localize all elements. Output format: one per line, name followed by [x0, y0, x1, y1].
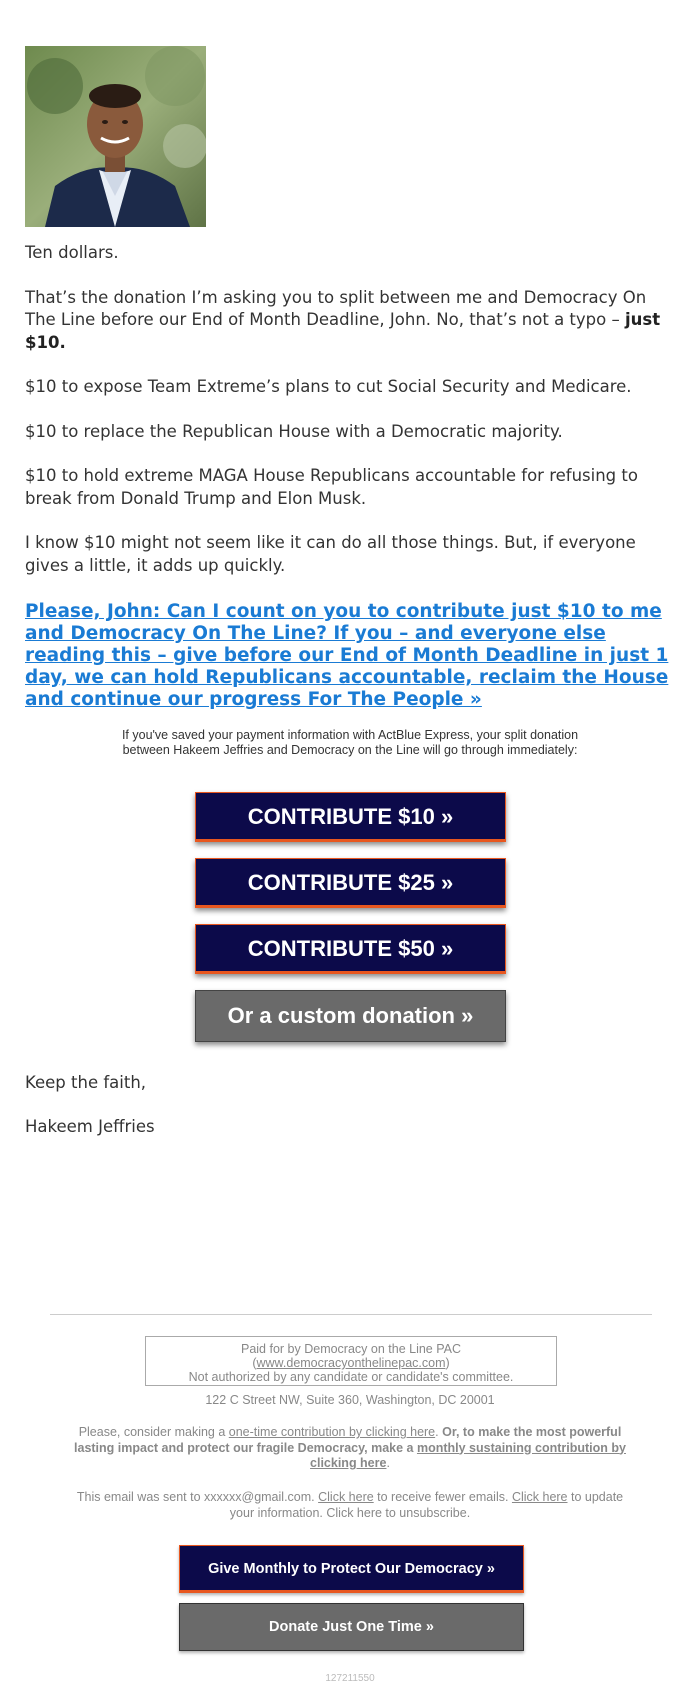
monthly-contribution-link[interactable]: monthly sustaining contribution by clicking here	[310, 1440, 626, 1470]
donate-link-paragraph[interactable]: Please, John: Can I count on you to contribute just $10 to me and Democracy On The Line? If you – and everyone else reading this – give before our End of Month Deadline in just 1 day, we can hold Republicans accountable, reclaim the House and continue our progress For The People »	[25, 601, 669, 710]
signature-text: Hakeem Jeffries	[25, 1117, 155, 1136]
give-monthly-button[interactable]: Give Monthly to Protect Our Democracy »	[179, 1545, 524, 1593]
footer-divider	[50, 1314, 652, 1315]
sent-text: This email was sent to xxxxxx@gmail.com.	[76, 1490, 319, 1504]
intro-paragraph	[25, 287, 675, 355]
greeting-text: Ten dollars.	[25, 243, 119, 262]
update-info-link[interactable]: Click here	[511, 1490, 568, 1504]
email-code: 127211550	[325, 1673, 375, 1684]
actblue-note: If you've saved your payment information with ActBlue Express, your split donation between Hakeem Jeffries and Democracy on the Line will go through immediately:	[121, 728, 579, 757]
contribute-25-button[interactable]: CONTRIBUTE $25 »	[195, 858, 506, 908]
social-security-paragraph: $10 to expose Team Extreme’s plans to cut Social Security and Medicare.	[25, 377, 632, 396]
sent-text-3: to update your information. Click here to unsubscribe.	[229, 1490, 624, 1520]
intro-text: That’s the donation I’m asking you to split between me and Democracy On The Line before our End of Month Deadline, John. No, that’s not a typo –	[25, 287, 647, 329]
intro-bold: just $10.	[25, 310, 661, 352]
pac-website-link[interactable]: www.democracyonthelinepac.com	[256, 1356, 446, 1370]
signoff-text: Keep the faith,	[25, 1073, 147, 1092]
letter-body	[25, 46, 675, 758]
maga-paragraph: $10 to hold extreme MAGA House Republicans accountable for refusing to break from Donald Trump and Elon Musk.	[25, 466, 638, 508]
custom-donation-button[interactable]: Or a custom donation »	[195, 990, 506, 1042]
not-authorized-line: Not authorized by any candidate or candidate's committee.	[188, 1370, 514, 1384]
paid-for-line: Paid for by Democracy on the Line PAC	[240, 1342, 461, 1356]
consider-bold: Or, to make the most powerful lasting impact and protect our fragile Democracy, make a	[74, 1425, 622, 1455]
consider-sep: .	[435, 1425, 443, 1439]
house-paragraph: $10 to replace the Republican House with a Democratic majority.	[25, 421, 563, 441]
consider-text: Please, consider making a	[78, 1425, 229, 1439]
consider-end: .	[386, 1456, 390, 1470]
donate-one-time-button[interactable]: Donate Just One Time »	[179, 1603, 524, 1651]
contribute-10-button[interactable]: CONTRIBUTE $10 »	[195, 792, 506, 842]
contribute-50-button[interactable]: CONTRIBUTE $50 »	[195, 924, 506, 974]
portrait-photo	[25, 46, 206, 227]
email-sent-paragraph	[65, 1490, 635, 1521]
sent-text-2: to receive fewer emails.	[373, 1490, 512, 1504]
mailing-address: 122 C Street NW, Suite 360, Washington, DC 20001	[205, 1393, 495, 1407]
consider-paragraph	[65, 1425, 635, 1472]
fewer-emails-link[interactable]: Click here	[318, 1490, 374, 1504]
pac-website: (www.democracyonthelinepac.com)	[252, 1356, 450, 1370]
one-time-contribution-link[interactable]: one-time contribution by clicking here	[228, 1425, 436, 1439]
everyone-paragraph: I know $10 might not seem like it can do all those things. But, if everyone gives a little, it adds up quickly.	[25, 533, 636, 575]
paid-for-box	[145, 1336, 557, 1386]
